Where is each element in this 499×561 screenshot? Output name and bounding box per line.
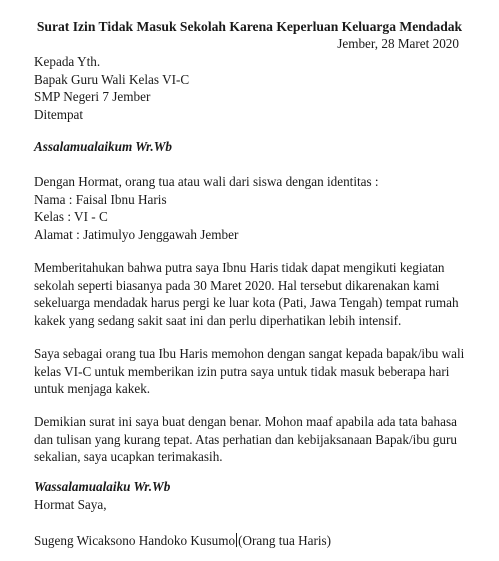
paragraph-3 [34, 413, 464, 466]
identity-name: Nama : Faisal Ibnu Haris [34, 191, 167, 207]
identity-address: Alamat : Jatimulyo Jenggawah Jember [34, 226, 239, 242]
text-cursor [236, 533, 237, 547]
recipient-line: Bapak Guru Wali Kelas VI-C [34, 71, 190, 87]
paragraph-line: Saya sebagai orang tua Ibu Haris memohon dengan sangat kepada bapak/ibu wali [34, 346, 465, 361]
closing-text: Hormat Saya, [34, 496, 107, 512]
paragraph-line: sekalian, saya ucapkan terimakasih. [34, 449, 223, 465]
paragraph-1 [34, 259, 464, 329]
recipient-line: Ditempat [34, 106, 84, 122]
paragraph-line: Memberitahukan bahwa putra saya Ibnu Haris tidak dapat mengikuti kegiatan [34, 260, 445, 275]
paragraph-line: kakek yang sedang sakit saat ini dan perlu diperhatikan lebih intensif. [34, 312, 402, 328]
paragraph-line: dan tulisan yang kurang tepat. Atas perhatian dan kebijaksanaan Bapak/ibu guru [34, 431, 457, 447]
recipient-line: SMP Negeri 7 Jember [34, 89, 151, 105]
recipient-line: Kepada Yth. [34, 54, 101, 69]
paragraph-2 [34, 345, 464, 398]
signature-name: Sugeng Wicaksono Handoko Kusumo [34, 533, 236, 548]
greeting: Assalamualaikum Wr.Wb [34, 139, 173, 154]
identity-class: Kelas : VI - C [34, 209, 108, 225]
paragraph-line: sekeluarga mendadak harus pergi ke luar kota (Pati, Jawa Tengah) tempat rumah [34, 295, 459, 311]
closing-block [34, 478, 464, 513]
recipient-block [34, 53, 464, 123]
paragraph-line: untuk menjaga kakek. [34, 381, 151, 397]
signature-role: (Orang tua Haris) [238, 533, 332, 548]
paragraph-line: kelas VI-C untuk memberikan izin putra saya untuk tidak masuk beberapa hari [34, 363, 450, 379]
greeting-block [34, 138, 464, 156]
closing-salam: Wassalamualaiku Wr.Wb [34, 479, 171, 494]
letter-date: Jember, 28 Maret 2020 [337, 36, 459, 51]
letter-title: Surat Izin Tidak Masuk Sekolah Karena Keperluan Keluarga Mendadak [36, 19, 463, 34]
paragraph-line: Demikian surat ini saya buat dengan benar. Mohon maaf apabila ada tata bahasa [34, 414, 457, 429]
paragraph-line: sekolah seperti biasanya pada 30 Maret 2020. Hal tersebut dikarenakan kami [34, 277, 440, 293]
signature-block [34, 532, 464, 550]
identity-block [34, 173, 464, 243]
intro-text: Dengan Hormat, orang tua atau wali dari siswa dengan identitas : [34, 174, 379, 189]
signature-line [34, 532, 464, 550]
